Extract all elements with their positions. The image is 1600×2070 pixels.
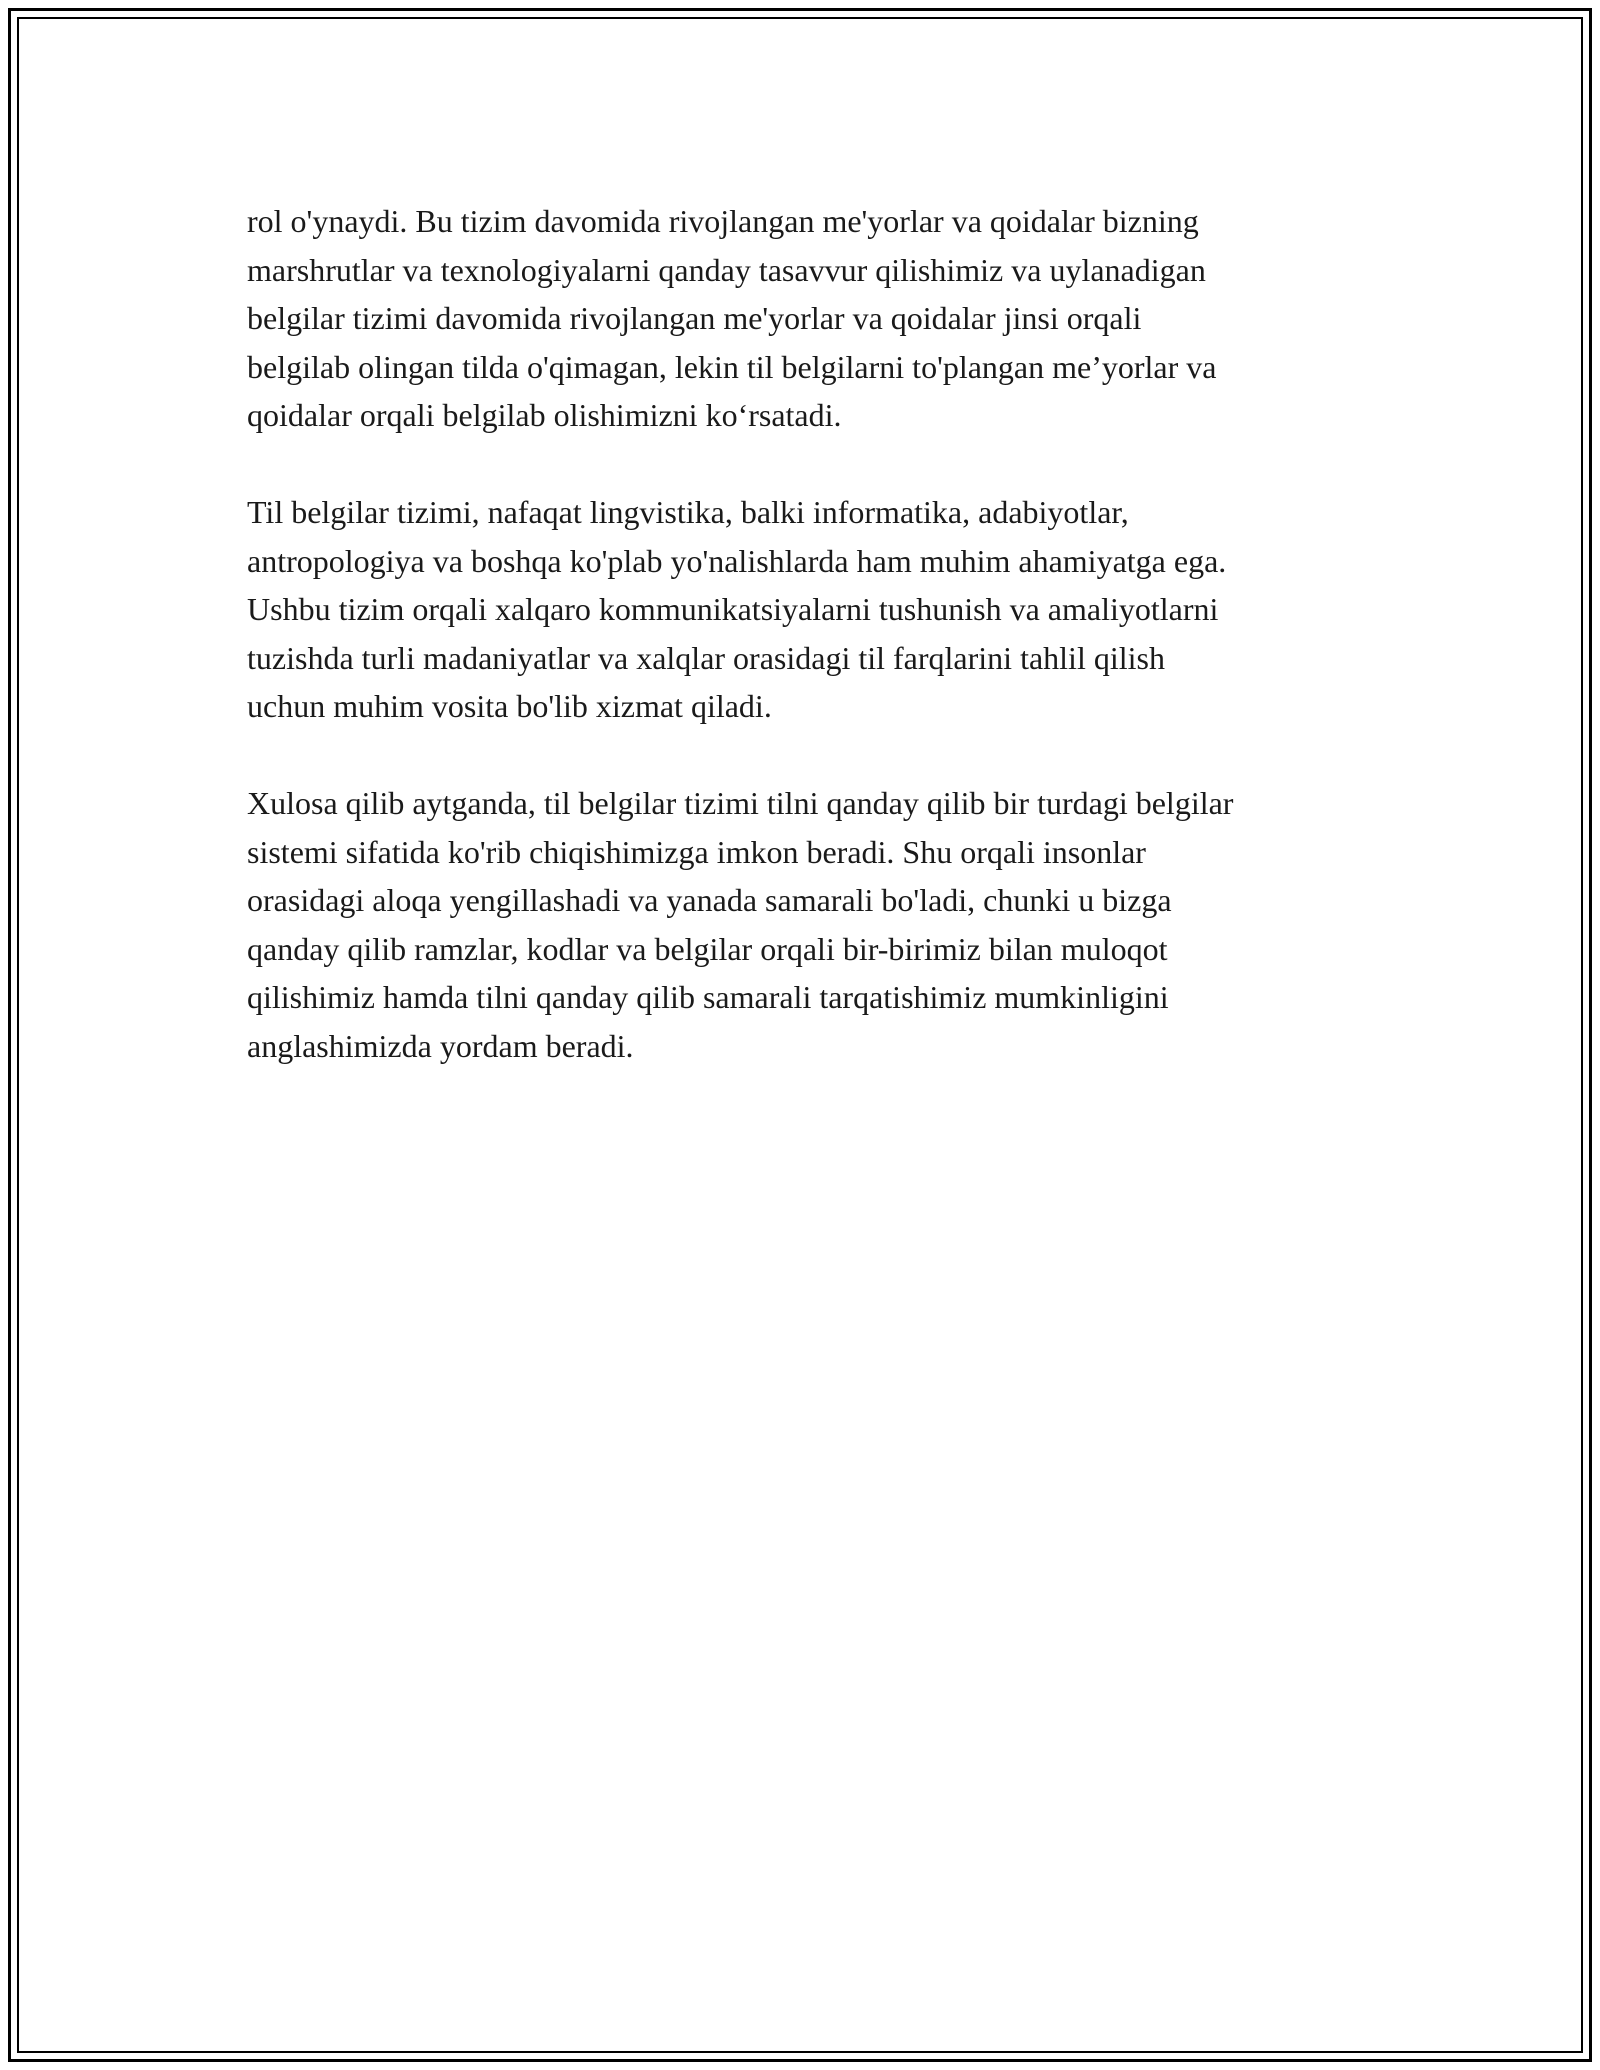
paragraph-2 [247,488,1377,731]
paragraph-line: marshrutlar va texnologiyalarni qanday tasavvur qilishimiz va uylanadigan [247,251,1206,288]
paragraph-3 [247,779,1377,1070]
paragraph-line: qilishimiz hamda tilni qanday qilib samarali tarqatishimiz mumkinligini [247,979,1169,1015]
paragraph-line: anglashimizda yordam beradi. [247,1027,634,1064]
paragraph-line: orasidagi aloqa yengillashadi va yanada samarali bo'ladi, chunki u bizga [247,882,1172,918]
paragraph-line: belgilar tizimi davomida rivojlangan me'yorlar va qoidalar jinsi orqali [247,300,1142,336]
paragraph-line: rol o'ynaydi. Bu tizim davomida rivojlangan me'yorlar va qoidalar bizning [247,203,1199,239]
paragraph-line: qanday qilib ramzlar, kodlar va belgilar orqali bir-birimiz bilan muloqot [247,930,1168,967]
paragraph-line: Til belgilar tizimi, nafaqat lingvistika, balki informatika, adabiyotlar, [247,494,1129,530]
paragraph-line: antropologiya va boshqa ko'plab yo'nalishlarda ham muhim ahamiyatga ega. [247,542,1227,579]
paragraph-line: Ushbu tizim orqali xalqaro kommunikatsiyalarni tushunish va amaliyotlarni [247,591,1219,627]
paragraph-line: belgilab olingan tilda o'qimagan, lekin til belgilarni to'plangan me’yorlar va [247,348,1217,385]
paragraph-line: qoidalar orqali belgilab olishimizni ko‘rsatadi. [247,397,842,433]
document-body [247,197,1377,1119]
paragraph-line: sistemi sifatida ko'rib chiqishimizga imkon beradi. Shu orqali insonlar [247,833,1146,870]
paragraph-line: uchun muhim vosita bo'lib xizmat qiladi. [247,688,772,724]
paragraph-line: tuzishda turli madaniyatlar va xalqlar orasidagi til farqlarini tahlil qilish [247,639,1165,676]
paragraph-line: Xulosa qilib aytganda, til belgilar tizimi tilni qanday qilib bir turdagi belgilar [247,785,1234,821]
paragraph-1 [247,197,1377,440]
page-frame [8,8,1592,2062]
